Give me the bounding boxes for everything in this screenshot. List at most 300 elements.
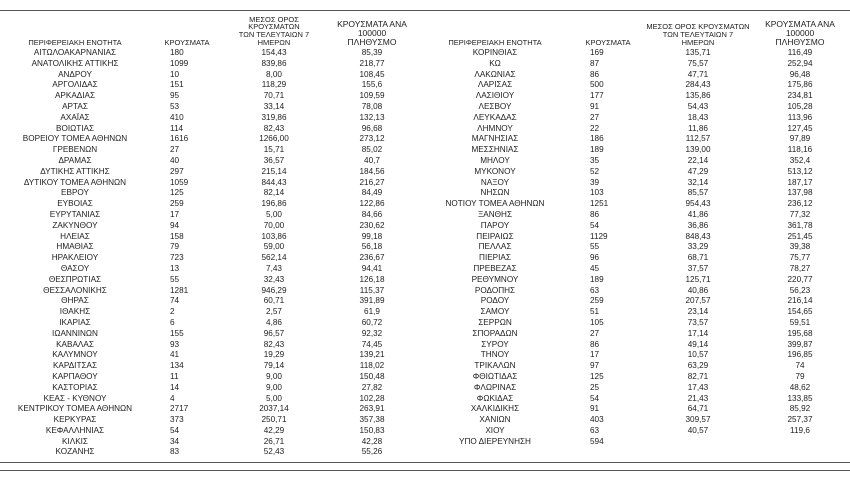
avg7-cell: 52,43 (263, 447, 285, 457)
cases-cell: 155 (170, 328, 184, 338)
cases-cell: 51 (590, 307, 600, 317)
avg7-cell: 70,71 (263, 91, 285, 101)
per100k-cell: 230,62 (359, 220, 385, 230)
per100k-cell: 220,77 (787, 274, 813, 284)
region-cell: ΝΑΞΟΥ (480, 177, 510, 187)
cases-cell: 500 (590, 80, 604, 90)
per100k-cell: 133,85 (787, 393, 813, 403)
per100k-cell: 216,14 (787, 296, 813, 306)
header-per100k: ΚΡΟΥΣΜΑΤΑ ΑΝΑ 100000 ΠΛΗΘΥΣΜΟ (765, 19, 835, 48)
region-cell: ΦΛΩΡΙΝΑΣ (473, 382, 517, 392)
cases-cell: 35 (590, 155, 600, 165)
avg7-cell: 21,43 (687, 393, 709, 403)
per100k-cell: 273,12 (359, 134, 385, 144)
cases-cell: 22 (590, 123, 600, 133)
avg7-cell: 9,00 (266, 371, 282, 381)
cases-cell: 63 (590, 425, 600, 435)
per100k-cell: 85,92 (789, 404, 811, 414)
cases-cell: 55 (170, 274, 180, 284)
region-cell: ΜΕΣΣΗΝΙΑΣ (471, 145, 519, 155)
region-cell: ΑΝΔΡΟΥ (58, 69, 92, 79)
region-cell: ΚΕΦΑΛΛΗΝΙΑΣ (45, 425, 105, 435)
region-cell: ΣΑΜΟΥ (480, 307, 510, 317)
avg7-cell: 135,86 (685, 91, 711, 101)
cases-cell: 2 (170, 307, 175, 317)
per100k-cell: 391,89 (359, 296, 385, 306)
cases-cell: 54 (170, 425, 180, 435)
cases-cell: 27 (590, 112, 600, 122)
avg7-cell: 139,00 (685, 145, 711, 155)
cases-cell: 41 (170, 350, 180, 360)
per100k-cell: 251,45 (787, 231, 813, 241)
cases-cell: 410 (170, 112, 184, 122)
avg7-cell: 75,57 (687, 58, 709, 68)
cases-cell: 403 (590, 415, 604, 425)
avg7-cell: 10,57 (687, 350, 709, 360)
per100k-cell: 361,78 (787, 220, 813, 230)
cases-cell: 125 (590, 371, 604, 381)
cases-cell: 1616 (170, 134, 189, 144)
avg7-cell: 41,86 (687, 209, 709, 219)
cases-cell: 91 (590, 404, 600, 414)
avg7-cell: 135,71 (685, 48, 711, 57)
bottom-rule-2 (0, 470, 850, 471)
per100k-cell: 92,32 (361, 328, 383, 338)
cases-cell: 86 (590, 339, 600, 349)
per100k-cell: 126,18 (359, 274, 385, 284)
avg7-cell: 1266,00 (259, 134, 289, 144)
per100k-cell: 150,83 (359, 425, 385, 435)
cases-cell: 134 (170, 361, 184, 371)
avg7-cell: 47,71 (687, 69, 709, 79)
cases-cell (570, 447, 646, 458)
avg7-cell: 40,57 (687, 425, 709, 435)
cases-cell: 83 (170, 447, 180, 457)
region-cell: ΒΟΙΩΤΙΑΣ (55, 123, 95, 133)
region-cell: ΝΗΣΩΝ (480, 188, 510, 198)
per100k-cell: 108,45 (359, 69, 385, 79)
cases-cell: 1059 (170, 177, 189, 187)
avg7-cell: 839,86 (261, 58, 287, 68)
cases-cell: 259 (170, 199, 184, 209)
cases-cell: 1099 (170, 58, 189, 68)
cases-cell: 125 (170, 188, 184, 198)
per100k-cell: 94,41 (361, 263, 383, 273)
per100k-cell: 236,12 (787, 199, 813, 209)
region-cell: ΛΑΚΩΝΙΑΣ (474, 69, 516, 79)
per100k-cell: 115,37 (359, 285, 385, 295)
cases-cell: 2717 (170, 404, 189, 414)
region-cell: ΚΑΛΥΜΝΟΥ (52, 350, 98, 360)
region-cell: ΚΕΑΣ - ΚΥΘΝΟΥ (43, 393, 107, 403)
avg7-cell: 946,29 (261, 285, 287, 295)
per100k-cell: 132,13 (359, 112, 385, 122)
cases-cell: 39 (590, 177, 600, 187)
avg7-cell: 5,00 (266, 393, 282, 403)
header-cases: ΚΡΟΥΣΜΑΤΑ (585, 38, 631, 48)
cases-cell: 25 (590, 382, 600, 392)
avg7-cell (646, 447, 750, 458)
per100k-cell: 155,6 (361, 80, 383, 90)
avg7-cell: 284,43 (685, 80, 711, 90)
cases-cell: 74 (170, 296, 180, 306)
per100k-cell: 113,96 (787, 112, 813, 122)
cases-cell: 93 (170, 339, 180, 349)
avg7-cell: 36,57 (263, 155, 285, 165)
avg7-cell: 63,29 (687, 361, 709, 371)
cases-cell: 1281 (170, 285, 189, 295)
avg7-cell: 59,00 (263, 242, 285, 252)
avg7-cell: 319,86 (261, 112, 287, 122)
avg7-cell (646, 437, 750, 448)
cases-cell: 177 (590, 91, 604, 101)
per100k-cell: 196,85 (787, 350, 813, 360)
region-cell: ΚΩ (489, 58, 501, 68)
region-cell: ΚΙΛΚΙΣ (61, 436, 88, 446)
region-cell: ΙΚΑΡΙΑΣ (59, 317, 91, 327)
avg7-cell: 40,86 (687, 285, 709, 295)
region-cell: ΧΑΛΚΙΔΙΚΗΣ (470, 404, 520, 414)
cases-cell: 55 (590, 242, 600, 252)
per100k-cell: 118,16 (787, 145, 813, 155)
cases-cell: 180 (170, 48, 184, 57)
avg7-cell: 37,57 (687, 263, 709, 273)
avg7-cell: 112,57 (685, 134, 711, 144)
per100k-cell: 79 (795, 371, 805, 381)
avg7-cell: 54,43 (687, 101, 709, 111)
cases-cell: 13 (170, 263, 180, 273)
region-cell: ΛΑΡΙΣΑΣ (477, 80, 513, 90)
per100k-cell: 357,38 (359, 415, 385, 425)
per100k-cell: 39,38 (789, 242, 811, 252)
region-cell: ΙΘΑΚΗΣ (59, 307, 91, 317)
region-cell: ΘΗΡΑΣ (61, 296, 89, 306)
per100k-cell: 352,4 (789, 155, 811, 165)
cases-cell: 87 (590, 58, 600, 68)
region-cell: ΠΕΙΡΑΙΩΣ (476, 231, 514, 241)
region-cell: ΕΥΡΥΤΑΝΙΑΣ (49, 209, 101, 219)
region-cell: ΔΥΤΙΚΟΥ ΤΟΜΕΑ ΑΘΗΝΩΝ (23, 177, 127, 187)
region-cell: ΠΡΕΒΕΖΑΣ (473, 263, 517, 273)
cases-cell: 6 (170, 317, 175, 327)
per100k-cell: 56,18 (361, 242, 383, 252)
avg7-cell: 18,43 (687, 112, 709, 122)
table-right-half (420, 16, 850, 458)
cases-cell: 27 (590, 328, 600, 338)
region-cell: ΥΠΟ ΔΙΕΡΕΥΝΗΣΗ (459, 436, 531, 446)
cases-cell: 34 (170, 436, 180, 446)
region-cell: ΗΡΑΚΛΕΙΟΥ (51, 253, 99, 263)
cases-cell: 53 (170, 101, 180, 111)
region-cell: ΤΗΝΟΥ (480, 350, 510, 360)
avg7-cell: 954,43 (685, 199, 711, 209)
table-left-half (0, 16, 420, 458)
region-cell: ΖΑΚΥΝΘΟΥ (52, 220, 98, 230)
region-cell: ΚΕΝΤΡΙΚΟΥ ΤΟΜΕΑ ΑΘΗΝΩΝ (17, 404, 133, 414)
per100k-cell: 78,27 (789, 263, 811, 273)
avg7-cell: 68,71 (687, 253, 709, 263)
per100k-cell: 122,86 (359, 199, 385, 209)
avg7-cell: 17,14 (687, 328, 709, 338)
region-cell: ΜΗΛΟΥ (480, 155, 510, 165)
avg7-cell: 33,29 (687, 242, 709, 252)
region-cell: ΓΡΕΒΕΝΩΝ (52, 145, 98, 155)
region-cell: ΞΑΝΘΗΣ (477, 209, 513, 219)
cases-cell: 151 (170, 80, 184, 90)
per100k-cell: 252,94 (787, 58, 813, 68)
per100k-cell: 27,82 (361, 382, 383, 392)
per100k-cell (750, 437, 850, 448)
region-cell: ΠΕΛΛΑΣ (478, 242, 512, 252)
region-cell: ΑΡΤΑΣ (62, 101, 88, 111)
region-cell: ΡΕΘΥΜΝΟΥ (471, 274, 519, 284)
region-cell: ΜΥΚΟΝΟΥ (474, 166, 516, 176)
cases-cell: 94 (170, 220, 180, 230)
avg7-cell: 215,14 (261, 166, 287, 176)
cases-cell: 95 (170, 91, 180, 101)
per100k-cell: 42,28 (361, 436, 383, 446)
per100k-cell (750, 447, 850, 458)
avg7-cell: 15,71 (263, 145, 285, 155)
region-cell: ΕΒΡΟΥ (61, 188, 89, 198)
cases-cell: 4 (170, 393, 175, 403)
region-cell: ΑΧΑΪΑΣ (60, 112, 90, 122)
avg7-cell: 47,29 (687, 166, 709, 176)
avg7-cell: 82,43 (263, 123, 285, 133)
region-cell: ΙΩΑΝΝΙΝΩΝ (52, 328, 98, 338)
cases-cell: 17 (170, 209, 180, 219)
per100k-cell: 175,86 (787, 80, 813, 90)
per100k-cell: 234,81 (787, 91, 813, 101)
avg7-cell: 23,14 (687, 307, 709, 317)
avg7-cell: 60,71 (263, 296, 285, 306)
avg7-cell: 82,71 (687, 371, 709, 381)
header-per100k: ΚΡΟΥΣΜΑΤΑ ΑΝΑ 100000 ΠΛΗΘΥΣΜΟ (337, 19, 407, 48)
per100k-cell: 40,7 (364, 155, 380, 165)
cases-cell: 79 (170, 242, 180, 252)
cases-cell: 14 (170, 382, 180, 392)
region-cell: ΗΜΑΘΙΑΣ (56, 242, 94, 252)
cases-cell: 96 (590, 253, 600, 263)
per100k-cell: 105,28 (787, 101, 813, 111)
avg7-cell: 19,29 (263, 350, 285, 360)
region-cell: ΛΕΣΒΟΥ (478, 101, 512, 111)
avg7-cell: 8,00 (266, 69, 282, 79)
avg7-cell: 2037,14 (259, 404, 289, 414)
cases-cell: 54 (590, 220, 600, 230)
cases-cell: 86 (590, 69, 600, 79)
cases-cell: 105 (590, 317, 604, 327)
region-cell: ΚΟΖΑΝΗΣ (55, 447, 95, 457)
cases-cell: 91 (590, 101, 600, 111)
region-cell: ΗΛΕΙΑΣ (60, 231, 90, 241)
per100k-cell: 59,51 (789, 317, 811, 327)
avg7-cell: 42,29 (263, 425, 285, 435)
cases-cell: 373 (170, 415, 184, 425)
region-cell: ΚΟΡΙΝΘΙΑΣ (472, 48, 518, 57)
cases-cell: 158 (170, 231, 184, 241)
region-cell: ΧΙΟΥ (485, 425, 505, 435)
per100k-cell: 127,45 (787, 123, 813, 133)
region-cell: ΛΕΥΚΑΔΑΣ (473, 112, 517, 122)
avg7-cell: 33,14 (263, 101, 285, 111)
cases-cell: 45 (590, 263, 600, 273)
cases-cell: 10 (170, 69, 180, 79)
cases-cell: 259 (590, 296, 604, 306)
cases-cell: 97 (590, 361, 600, 371)
region-cell: ΚΑΡΠΑΘΟΥ (52, 371, 98, 381)
per100k-cell: 150,48 (359, 371, 385, 381)
per100k-cell: 48,62 (789, 382, 811, 392)
region-cell: ΘΕΣΠΡΩΤΙΑΣ (48, 274, 102, 284)
per100k-cell: 513,12 (787, 166, 813, 176)
per100k-cell: 96,48 (789, 69, 811, 79)
region-cell: ΣΠΟΡΑΔΩΝ (472, 328, 518, 338)
per100k-cell: 216,27 (359, 177, 385, 187)
cases-cell: 40 (170, 155, 180, 165)
per100k-cell: 195,68 (787, 328, 813, 338)
region-cell: ΑΡΓΟΛΙΔΑΣ (52, 80, 98, 90)
header-cases: ΚΡΟΥΣΜΑΤΑ (164, 38, 210, 48)
cases-cell: 52 (590, 166, 600, 176)
per100k-cell: 74 (795, 361, 805, 371)
per100k-cell: 55,26 (361, 447, 383, 457)
region-cell: ΛΑΣΙΘΙΟΥ (475, 91, 515, 101)
region-cell: ΚΑΣΤΟΡΙΑΣ (52, 382, 98, 392)
per100k-cell: 74,45 (361, 339, 383, 349)
per100k-cell: 99,18 (361, 231, 383, 241)
region-cell: ΣΕΡΡΩΝ (478, 317, 512, 327)
region-cell: ΑΙΤΩΛΟΑΚΑΡΝΑΝΙΑΣ (33, 48, 117, 57)
per100k-cell: 109,59 (359, 91, 385, 101)
avg7-cell: 154,43 (261, 48, 287, 57)
region-cell: ΒΟΡΕΙΟΥ ΤΟΜΕΑ ΑΘΗΝΩΝ (22, 134, 128, 144)
per100k-cell: 84,49 (361, 188, 383, 198)
avg7-cell: 4,86 (266, 317, 282, 327)
per100k-cell: 137,98 (787, 188, 813, 198)
cases-cell: 189 (590, 145, 604, 155)
region-cell: ΘΑΣΟΥ (60, 263, 90, 273)
cases-cell: 114 (170, 123, 184, 133)
per100k-cell: 85,39 (361, 48, 383, 57)
per100k-cell: 84,66 (361, 209, 383, 219)
avg7-cell: 82,14 (263, 188, 285, 198)
region-cell: ΑΝΑΤΟΛΙΚΗΣ ΑΤΤΙΚΗΣ (31, 58, 119, 68)
header-avg7: ΜΕΣΟΣ ΟΡΟΣ ΚΡΟΥΣΜΑΤΩΝ ΤΩΝ ΤΕΛΕΥΤΑΙΩΝ 7 ΗΜΕΡΩΝ (646, 22, 750, 48)
per100k-cell: 85,02 (361, 145, 383, 155)
region-cell: ΕΥΒΟΙΑΣ (57, 199, 93, 209)
avg7-cell: 309,57 (685, 415, 711, 425)
per100k-cell: 97,89 (789, 134, 811, 144)
avg7-cell: 32,43 (263, 274, 285, 284)
cases-cell: 54 (590, 393, 600, 403)
per100k-cell: 77,32 (789, 209, 811, 219)
avg7-cell: 85,57 (687, 188, 709, 198)
per100k-cell: 154,65 (787, 307, 813, 317)
per100k-cell: 263,91 (359, 404, 385, 414)
region-cell: ΠΑΡΟΥ (480, 220, 510, 230)
avg7-cell: 5,00 (266, 209, 282, 219)
region-cell: ΚΕΡΚΥΡΑΣ (53, 415, 97, 425)
avg7-cell: 11,86 (688, 123, 708, 133)
avg7-cell: 36,86 (687, 220, 709, 230)
avg7-cell: 844,43 (261, 177, 287, 187)
cases-cell: 86 (590, 209, 600, 219)
region-cell: ΚΑΒΑΛΑΣ (56, 339, 94, 349)
cases-cell: 11 (170, 371, 179, 381)
avg7-cell: 7,43 (266, 263, 282, 273)
per100k-cell: 102,28 (359, 393, 385, 403)
avg7-cell: 103,86 (261, 231, 287, 241)
region-cell: ΣΥΡΟΥ (481, 339, 509, 349)
cases-cell: 63 (590, 285, 600, 295)
avg7-cell: 26,71 (263, 436, 285, 446)
per100k-cell: 257,37 (787, 415, 813, 425)
cases-cell: 594 (590, 436, 604, 446)
per100k-cell: 184,56 (359, 166, 385, 176)
avg7-cell: 73,57 (687, 317, 709, 327)
per100k-cell: 116,49 (787, 48, 813, 57)
cases-cell: 103 (590, 188, 604, 198)
region-cell: ΛΗΜΝΟΥ (477, 123, 513, 133)
avg7-cell: 70,00 (263, 220, 285, 230)
avg7-cell: 32,14 (687, 177, 709, 187)
cases-table (0, 16, 850, 458)
cases-cell: 189 (590, 274, 604, 284)
avg7-cell: 207,57 (685, 296, 711, 306)
avg7-cell: 64,71 (687, 404, 709, 414)
per100k-cell: 96,68 (361, 123, 383, 133)
per100k-cell: 119,6 (790, 425, 810, 435)
region-cell: ΠΙΕΡΙΑΣ (479, 253, 511, 263)
header-avg7: ΜΕΣΟΣ ΟΡΟΣ ΚΡΟΥΣΜΑΤΩΝ ΤΩΝ ΤΕΛΕΥΤΑΙΩΝ 7 ΗΜΕΡΩΝ (238, 14, 310, 48)
region-cell: ΘΕΣΣΑΛΟΝΙΚΗΣ (43, 285, 107, 295)
cases-cell: 297 (170, 166, 184, 176)
header-region: ΠΕΡΙΦΕΡΕΙΑΚΗ ΕΝΟΤΗΤΑ (28, 38, 122, 48)
region-cell: ΜΑΓΝΗΣΙΑΣ (471, 134, 519, 144)
top-rule (0, 10, 850, 11)
avg7-cell: 49,14 (687, 339, 709, 349)
avg7-cell: 96,57 (263, 328, 285, 338)
cases-cell: 1251 (590, 199, 609, 209)
cases-cell: 27 (170, 145, 180, 155)
region-cell: ΧΑΝΙΩΝ (479, 415, 511, 425)
per100k-cell: 75,77 (789, 253, 811, 263)
avg7-cell: 82,43 (263, 339, 285, 349)
avg7-cell: 848,43 (685, 231, 711, 241)
avg7-cell: 250,71 (261, 415, 287, 425)
cases-cell: 186 (590, 134, 604, 144)
avg7-cell: 562,14 (261, 253, 287, 263)
per100k-cell: 218,77 (359, 58, 385, 68)
avg7-cell: 118,29 (261, 80, 287, 90)
avg7-cell: 22,14 (687, 155, 709, 165)
region-cell: ΝΟΤΙΟΥ ΤΟΜΕΑ ΑΘΗΝΩΝ (445, 199, 545, 209)
per100k-cell: 236,67 (359, 253, 385, 263)
region-cell: ΦΩΚΙΔΑΣ (476, 393, 514, 403)
region-cell: ΡΟΔΟΠΗΣ (474, 285, 516, 295)
per100k-cell: 60,72 (361, 317, 383, 327)
per100k-cell: 118,02 (359, 361, 385, 371)
region-cell: ΑΡΚΑΔΙΑΣ (54, 91, 96, 101)
cases-cell: 723 (170, 253, 184, 263)
region-cell: ΔΥΤΙΚΗΣ ΑΤΤΙΚΗΣ (40, 166, 110, 176)
per100k-cell: 187,17 (787, 177, 813, 187)
avg7-cell: 2,57 (266, 307, 282, 317)
region-cell: ΚΑΡΔΙΤΣΑΣ (52, 361, 98, 371)
per100k-cell: 78,08 (361, 101, 383, 111)
region-cell: ΔΡΑΜΑΣ (58, 155, 92, 165)
